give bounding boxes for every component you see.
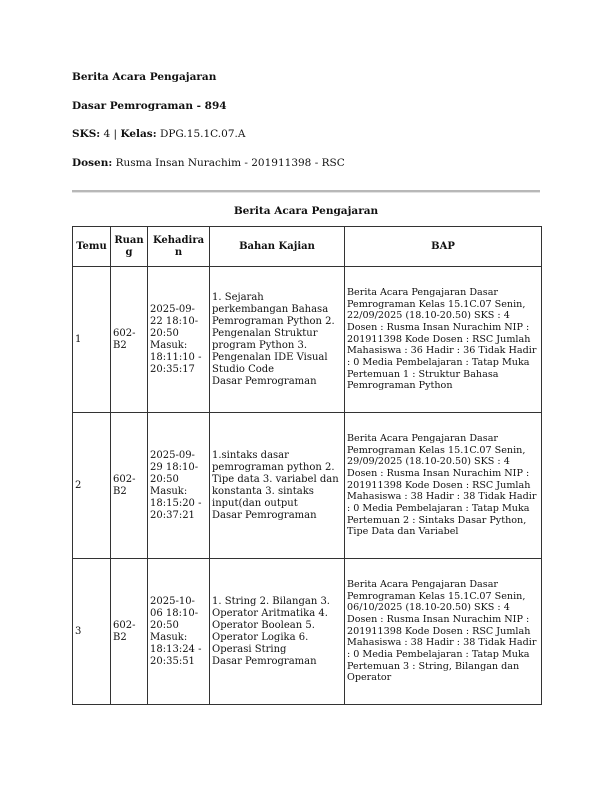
table-row — [73, 413, 542, 559]
cell-bahan-kajian — [210, 267, 345, 413]
column-header-kehadiran: Kehadiran — [148, 227, 210, 267]
cell-kehadiran: 2025-10-06 18:10-20:50 Masuk: 18:13:24 - 20:35:51 — [148, 559, 210, 705]
document-title: Berita Acara Pengajaran — [72, 71, 217, 83]
lecturer-label: Dosen: — [72, 157, 113, 169]
cell-bap: Berita Acara Pengajaran Dasar Pemrograman Kelas 15.1C.07 Senin, 22/09/2025 (18.10-20.50) SKS : 4 Dosen : Rusma Insan Nurachim NIP : 201911398 Kode Dosen : RSC Jumlah Mahasiswa : 36 Hadir : 36 Tidak Hadir : 0 Media Pembelajaran : Tatap Muka Pertemuan 1 : Struktur Bahasa Pemrograman Python — [345, 267, 542, 413]
cell-bap: Berita Acara Pengajaran Dasar Pemrograman Kelas 15.1C.07 Senin, 29/09/2025 (18.10-20.50) SKS : 4 Dosen : Rusma Insan Nurachim NIP : 201911398 Kode Dosen : RSC Jumlah Mahasiswa : 38 Hadir : 38 Tidak Hadir : 0 Media Pembelajaran : Tatap Muka Pertemuan 2 : Sintaks Dasar Python, Tipe Data dan Variabel — [345, 413, 542, 559]
sks-label: SKS: — [72, 128, 101, 140]
horizontal-divider — [72, 190, 540, 193]
bahan-topics: 1. Sejarah perkembangan Bahasa Pemrograman Python 2. Pengenalan Struktur program Python 3. Pengenalan IDE Visual Studio Code — [212, 291, 335, 375]
sks-value: 4 — [103, 128, 111, 140]
column-header-bap: BAP — [345, 227, 542, 267]
cell-temu: 2 — [73, 413, 111, 559]
bap-table — [72, 226, 542, 705]
cell-temu: 1 — [73, 267, 111, 413]
course-meta — [72, 128, 245, 140]
course-name: Dasar Pemrograman - 894 — [72, 100, 227, 112]
cell-temu: 3 — [73, 559, 111, 705]
class-label: Kelas: — [120, 128, 157, 140]
column-header-bahan-kajian: Bahan Kajian — [210, 227, 345, 267]
class-value: DPG.15.1C.07.A — [159, 128, 246, 140]
bahan-subject: Dasar Pemrograman — [212, 509, 317, 521]
meta-separator: | — [113, 128, 118, 140]
cell-ruang: 602-B2 — [111, 559, 148, 705]
table-header-row — [73, 227, 542, 267]
table-row — [73, 559, 542, 705]
cell-bahan-kajian — [210, 559, 345, 705]
cell-bahan-kajian — [210, 413, 345, 559]
cell-ruang: 602-B2 — [111, 413, 148, 559]
cell-kehadiran: 2025-09-22 18:10-20:50 Masuk: 18:11:10 - 20:35:17 — [148, 267, 210, 413]
column-header-ruang: Ruang — [111, 227, 148, 267]
lecturer-line — [72, 157, 345, 169]
table-caption: Berita Acara Pengajaran — [233, 205, 379, 217]
cell-ruang: 602-B2 — [111, 267, 148, 413]
bahan-subject: Dasar Pemrograman — [212, 655, 317, 667]
bahan-subject: Dasar Pemrograman — [212, 375, 317, 387]
cell-bap: Berita Acara Pengajaran Dasar Pemrograman Kelas 15.1C.07 Senin, 06/10/2025 (18.10-20.50) SKS : 4 Dosen : Rusma Insan Nurachim NIP : 201911398 Kode Dosen : RSC Jumlah Mahasiswa : 38 Hadir : 38 Tidak Hadir : 0 Media Pembelajaran : Tatap Muka Pertemuan 3 : String, Bilangan dan Operator — [345, 559, 542, 705]
bahan-topics: 1.sintaks dasar pemrograman python 2. Tipe data 3. variabel dan konstanta 3. sintaks input(dan output — [212, 449, 339, 509]
column-header-temu: Temu — [73, 227, 111, 267]
bahan-topics: 1. String 2. Bilangan 3. Operator Aritmatika 4. Operator Boolean 5. Operator Logika 6. Operasi String — [212, 595, 330, 655]
cell-kehadiran: 2025-09-29 18:10-20:50 Masuk: 18:15:20 - 20:37:21 — [148, 413, 210, 559]
lecturer-value: Rusma Insan Nurachim - 201911398 - RSC — [115, 157, 345, 169]
table-row — [73, 267, 542, 413]
